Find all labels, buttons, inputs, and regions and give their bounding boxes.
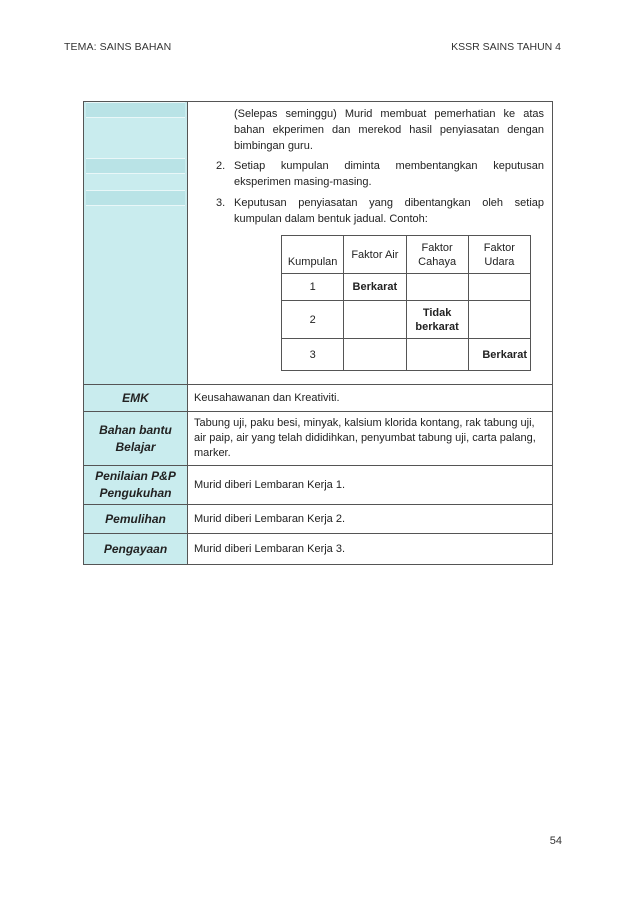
assessment-row xyxy=(84,466,553,505)
table-cell: 2 xyxy=(282,301,344,339)
row-value: Murid diberi Lembaran Kerja 3. xyxy=(188,534,553,565)
cell-stripe xyxy=(86,102,185,118)
activity-label-cell xyxy=(84,102,188,385)
table-row xyxy=(282,301,531,339)
activity-row xyxy=(84,102,553,385)
list-text: Setiap kumpulan diminta membentangkan keputusan eksperimen masing-masing. xyxy=(234,160,544,188)
cell-stripe xyxy=(86,190,185,206)
header-theme: TEMA: SAINS BAHAN xyxy=(64,41,172,53)
enrichment-row xyxy=(84,534,553,565)
row-label: Bahan bantu Belajar xyxy=(84,412,188,466)
intro-paragraph: (Selepas seminggu) Murid membuat pemerhatian ke atas bahan ekperimen dan merekod hasil penyiasatan dengan bimbingan guru. xyxy=(234,108,544,152)
row-value: Keusahawanan dan Kreativiti. xyxy=(188,385,553,412)
activity-content xyxy=(188,102,553,385)
list-text: Keputusan penyiasatan yang dibentangkan oleh setiap kumpulan dalam bentuk jadual. Contoh: xyxy=(234,197,544,225)
table-cell xyxy=(468,274,530,301)
materials-row xyxy=(84,412,553,466)
results-header: Kumpulan xyxy=(282,236,344,274)
page-number: 54 xyxy=(549,835,562,847)
row-label: Pengayaan xyxy=(84,534,188,565)
list-number: 2. xyxy=(216,160,226,172)
row-label: Penilaian P&P Pengukuhan xyxy=(84,466,188,505)
table-cell xyxy=(344,339,406,371)
table-cell xyxy=(468,301,530,339)
table-cell xyxy=(406,339,468,371)
row-value: Murid diberi Lembaran Kerja 1. xyxy=(188,466,553,505)
remedial-row xyxy=(84,505,553,534)
table-cell: 3 xyxy=(282,339,344,371)
cell-stripe xyxy=(86,158,185,174)
table-cell: 1 xyxy=(282,274,344,301)
results-table xyxy=(281,235,531,371)
table-cell: Berkarat xyxy=(344,274,406,301)
row-value: Tabung uji, paku besi, minyak, kalsium klorida kontang, rak tabung uji, air paip, air yang telah dididihkan, penyumbat tabung uji, carta palang, marker. xyxy=(188,412,553,466)
table-cell: Tidak berkarat xyxy=(406,301,468,339)
table-cell xyxy=(406,274,468,301)
list-item xyxy=(216,195,544,227)
results-header-row xyxy=(282,236,531,274)
results-header: Faktor Udara xyxy=(468,236,530,274)
row-label: EMK xyxy=(84,385,188,412)
table-cell xyxy=(344,301,406,339)
results-header: Faktor Cahaya xyxy=(406,236,468,274)
header-subject: KSSR SAINS TAHUN 4 xyxy=(451,41,561,53)
row-label: Pemulihan xyxy=(84,505,188,534)
row-value: Murid diberi Lembaran Kerja 2. xyxy=(188,505,553,534)
list-number: 3. xyxy=(216,197,226,209)
emk-row xyxy=(84,385,553,412)
table-row xyxy=(282,274,531,301)
table-cell: Berkarat xyxy=(468,339,530,371)
results-header: Faktor Air xyxy=(344,236,406,274)
table-row xyxy=(282,339,531,371)
list-item xyxy=(216,158,544,190)
lesson-plan-table xyxy=(83,101,553,565)
